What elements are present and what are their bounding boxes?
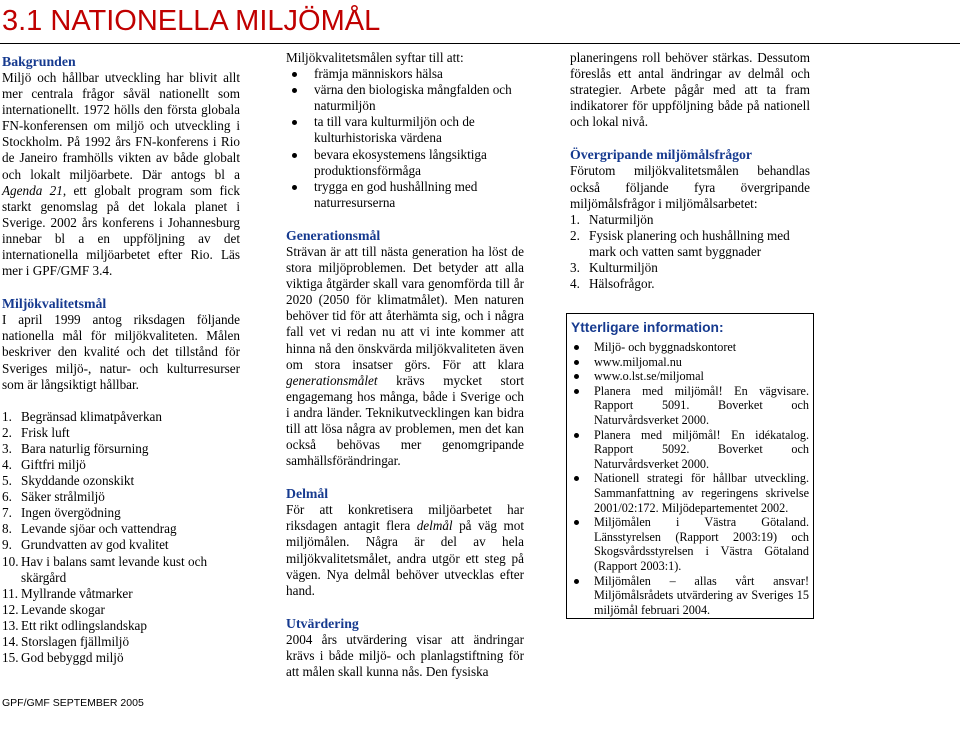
info-box [566,313,814,619]
goal-item-text: Frisk luft [21,424,70,440]
aim-item: trygga en god hushållning med naturresurserna [286,179,524,211]
paragraph-delmal [286,502,524,599]
delmal-emphasis: delmål [416,518,453,534]
delmal-text-b: på väg mot miljömålen. Några är del av hela miljökvalitetsmålet, andra utgör ett steg på vägen. Nya delmål behöver utvecklas efter hand. [286,518,524,598]
heading-bakgrunden: Bakgrunden [2,54,76,69]
overgripande-item-number: 2. [570,227,580,243]
goal-item-text: Ett rikt odlingslandskap [21,617,148,633]
goal-item [2,489,240,505]
aim-item: värna den biologiska mångfalden och naturmiljön [286,82,524,114]
goal-item-number: 6. [2,489,12,505]
info-item: Miljömålen i Västra Götaland. Länsstyrelsen (Rapport 2003:19) och Skogsvårdsstyrelsen i Västra Götaland (Rapport 2003:1). [571,515,809,573]
goal-item-number: 7. [2,505,12,521]
goal-item-number: 11. [2,585,18,601]
info-item: Planera med miljömål! En idékatalog. Rapport 5092. Boverket och Naturvårdsverket 2000. [571,428,809,472]
gen-text-b: krävs mycket stort engagemang hos många, både i Sverige och i andra länder. Teknikutvecklingen kan bidra till att lösa några av problemen, men det kan också behövas mer genomgripande samhällsförändringar. [286,372,524,469]
paragraph-overgripande: Förutom miljökvalitetsmålen behandlas också följande fyra övergripande miljömålsfrågor i miljömålsarbetet: [570,163,810,211]
bakgrunden-text-a: Miljö och hållbar utveckling har blivit allt mer centrala frågor såväl nationellt som internationellt. 1972 hölls den första globala FN-konferensen om miljö och utveckling i Stockholm. På 1992 års FN-konferens i Rio de Janeiro framhölls vikten av både globalt och lokalt miljöarbete. Där antogs bl a [2,70,240,182]
aims-intro: Miljökvalitetsmålen syftar till att: [286,50,464,65]
info-item: Nationell strategi för hållbar utveckling. Sammanfattning av regeringens skrivelse 2001/02:172. Miljödepartementet 2002. [571,471,809,515]
page-title: 3.1 NATIONELLA MILJÖMÅL [2,5,381,37]
gen-text-a: Strävan är att till nästa generation ha löst de stora miljöproblemen. Det betyder att alla viktiga åtgärder skall vara genomförda till år 2020 (2050 för klimatmålet). Men naturen behöver tid för att återhämta sig, och i några fall vet vi redan nu att vi inte kommer att hinna nå den önskvärda miljökvaliteten även om stora insatser görs. För att klara [286,243,524,372]
overgripande-item-text: Kulturmiljön [589,260,658,276]
paragraph-generationsmal [286,244,524,469]
info-item: www.miljomal.nu [571,355,809,370]
info-item: www.o.lst.se/miljomal [571,369,809,384]
info-item: Miljömålen – allas vårt ansvar! Miljömålsrådets utvärdering av Sveriges 15 miljömål februari 2004. [571,574,809,618]
goal-item-number: 8. [2,521,12,537]
overgripande-item [570,276,810,292]
aim-item: främja människors hälsa [286,66,524,82]
goal-item [2,586,240,602]
aim-item: bevara ekosystemens långsiktiga produktionsförmåga [286,147,524,179]
goal-item-text: Myllrande våtmarker [21,585,133,601]
heading-utvardering: Utvärdering [286,615,359,631]
overgripande-item-text: Hälsofrågor. [589,276,655,292]
overgripande-item-text: Fysisk planering och hushållning med mark och vatten samt byggnader [589,227,790,259]
goal-item-text: Hav i balans samt levande kust och skärgård [21,553,208,585]
goal-item [2,618,240,634]
goal-item-number: 9. [2,537,12,553]
overgripande-item-number: 1. [570,211,580,227]
goal-item-text: Säker strålmiljö [21,489,105,505]
goal-item [2,473,240,489]
goal-item [2,650,240,666]
goal-item-number: 5. [2,473,12,489]
goal-item-text: Grundvatten av god kvalitet [21,537,169,553]
bakgrunden-text-b: , ett globalt program som fick starkt genomslag på det lokala planet i Sverige. 2002 års konferens i Johannesburg innebar bl a en uppföljning av det internationella miljöarbetet efter Rio. Läs mer i GPF/GMF 3.4. [2,182,240,279]
info-item: Planera med miljömål! En vägvisare. Rapport 5091. Boverket och Naturvårdsverket 2000. [571,384,809,428]
goal-item-number: 4. [2,456,12,472]
paragraph-utvardering: 2004 års utvärdering visar att ändringar krävs i både miljö- och planlagstiftning för att målen skall kunna nås. Den fysiska [286,631,524,679]
heading-generationsmal: Generationsmål [286,227,381,243]
gen-emphasis: generationsmålet [286,372,378,388]
goal-item [2,521,240,537]
goal-item-text: Giftfri miljö [21,456,86,472]
title-rule [0,43,960,44]
delmal-text-a: För att konkretisera miljöarbetet har riksdagen antagit flera [286,502,524,534]
goal-item-text: Ingen övergödning [21,505,121,521]
goal-item [2,425,240,441]
goal-item-number: 10. [2,553,19,569]
overgripande-item [570,228,810,260]
paragraph-miljokvalitetsmal: I april 1999 antog riksdagen följande nationella mål för miljökvaliteten. Målen beskriver den kvalité och det tillstånd för Sveriges miljö-, natur- och kulturresurser som är långsiktigt hållbar. [2,312,240,392]
goal-item [2,457,240,473]
heading-miljokvalitetsmal: Miljökvalitetsmål [2,296,107,312]
goal-item-number: 13. [2,617,19,633]
overgripande-item-text: Naturmiljön [589,211,654,227]
goal-item-number: 12. [2,601,19,617]
column-left [2,53,240,666]
goal-item [2,505,240,521]
overgripande-item-number: 3. [570,260,580,276]
goal-item [2,537,240,553]
paragraph-bakgrunden [2,70,240,279]
column-middle [286,50,524,680]
goal-item-number: 15. [2,650,19,666]
overgripande-list [570,212,810,292]
overgripande-item [570,260,810,276]
goal-item [2,441,240,457]
overgripande-item-number: 4. [570,276,580,292]
goal-item-text: Bara naturlig försurning [21,440,149,456]
goal-item [2,602,240,618]
column-right [570,50,810,292]
goal-item-text: God bebyggd miljö [21,650,124,666]
goal-item-number: 1. [2,408,12,424]
goal-item-text: Storslagen fjällmiljö [21,634,130,649]
aims-list [286,66,524,211]
heading-overgripande: Övergripande miljömålsfrågor [570,147,753,163]
goal-item-text: Levande sjöar och vattendrag [21,521,177,537]
goal-item-number: 14. [2,634,19,649]
goal-item-number: 3. [2,440,12,456]
goal-item-text: Levande skogar [21,601,105,617]
goal-item-text: Begränsad klimatpåverkan [21,408,162,424]
goal-item [2,409,240,425]
goal-item-text: Skyddande ozonskikt [21,473,135,489]
goals-list [2,409,240,667]
heading-delmal: Delmål [286,486,329,502]
info-box-list [571,340,809,617]
bakgrunden-emphasis: Agenda 21 [2,182,63,198]
goal-item-number: 2. [2,424,12,440]
overgripande-item [570,212,810,228]
footer-text: GPF/GMF SEPTEMBER 2005 [2,697,144,709]
info-item: Miljö- och byggnadskontoret [571,340,809,355]
info-box-heading: Ytterligare information: [571,320,724,335]
goal-item [2,634,240,650]
aim-item: ta till vara kulturmiljön och de kulturhistoriska värdena [286,114,524,146]
goal-item [2,554,240,586]
paragraph-continued: planeringens roll behöver stärkas. Dessutom föreslås ett antal ändringar av delmål och strategier. Arbete pågår med att ta fram indikatorer för uppföljning både på nationell och lokal nivå. [570,50,810,130]
